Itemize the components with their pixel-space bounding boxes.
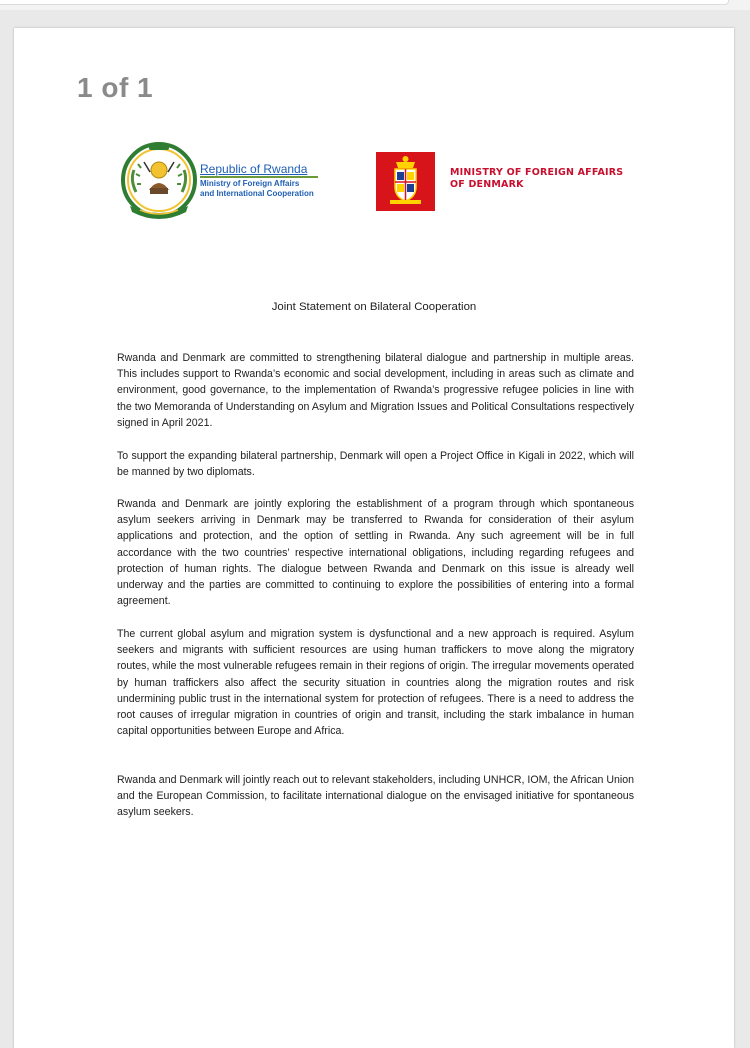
rwanda-logo-line1: Ministry of Foreign Affairs [200,179,300,188]
viewer-top-bar [0,0,750,10]
previous-page-edge [0,0,729,5]
rwanda-logo-text [200,162,314,199]
paragraph-3: Rwanda and Denmark are jointly exploring the establishment of a program through which spontaneous asylum seekers arriving in Denmark may be transferred to Rwanda for consideration of their asylum applications and protection, and the option of settling in Rwanda. Any such agreement will be in full accordance with the two countries’ respective international obligations, including regarding refugees and protection of human rights. The dialogue between Rwanda and Denmark on this issue is already well underway and the parties are committed to continuing to explore the possibilities of entering into a formal agreement. [117,498,634,608]
denmark-logo-text [450,167,623,191]
denmark-logo-line1: MINISTRY OF FOREIGN AFFAIRS [450,167,624,178]
rwanda-logo-title: Republic of Rwanda [200,162,308,176]
document-page[interactable] [14,28,734,1048]
document-title: Joint Statement on Bilateral Cooperation [271,301,477,313]
danish-royal-crest-icon [376,152,435,211]
paragraph-2: To support the expanding bilateral partnership, Denmark will open a Project Office in Kigali in 2022, which will be manned by two diplomats. [117,450,634,479]
rwanda-coat-of-arms-icon [120,140,198,224]
denmark-ministry-logo [376,152,636,212]
rwanda-logo-line2: and International Cooperation [200,189,314,198]
paragraph-1: Rwanda and Denmark are committed to strengthening bilateral dialogue and partnership in multiple areas. This includes support to Rwanda’s economic and social development, including in areas such as climate and environment, good governance, to the implementation of Rwanda’s progressive refugee policies in line with the two Memoranda of Understanding on Asylum and Migration Issues and Political Consultations respectively signed in April 2021. [117,352,634,429]
rwanda-ministry-logo [120,140,336,224]
paragraph-4: The current global asylum and migration system is dysfunctional and a new approach is required. Asylum seekers and migrants with sufficient resources are using human traffickers to move along the migratory routes, while the most vulnerable refugees remain in their regions of origin. The irregular movements operated by human traffickers also affect the security situation in countries along the migration routes and risk undermining public trust in the international system for protection of refugees. There is a need to address the root causes of irregular migration in countries of origin and transit, including the stark imbalance in human capital opportunities between Europe and Africa. [117,628,634,738]
paragraph-5: Rwanda and Denmark will jointly reach out to relevant stakeholders, including UNHCR, IOM, the African Union and the European Commission, to facilitate international dialogue on the envisaged initiative for spontaneous asylum seekers. [117,774,634,819]
rwanda-logo-rule [200,176,318,178]
denmark-logo-line2: OF DENMARK [450,179,524,190]
page-counter: 1 of 1 [77,72,154,103]
